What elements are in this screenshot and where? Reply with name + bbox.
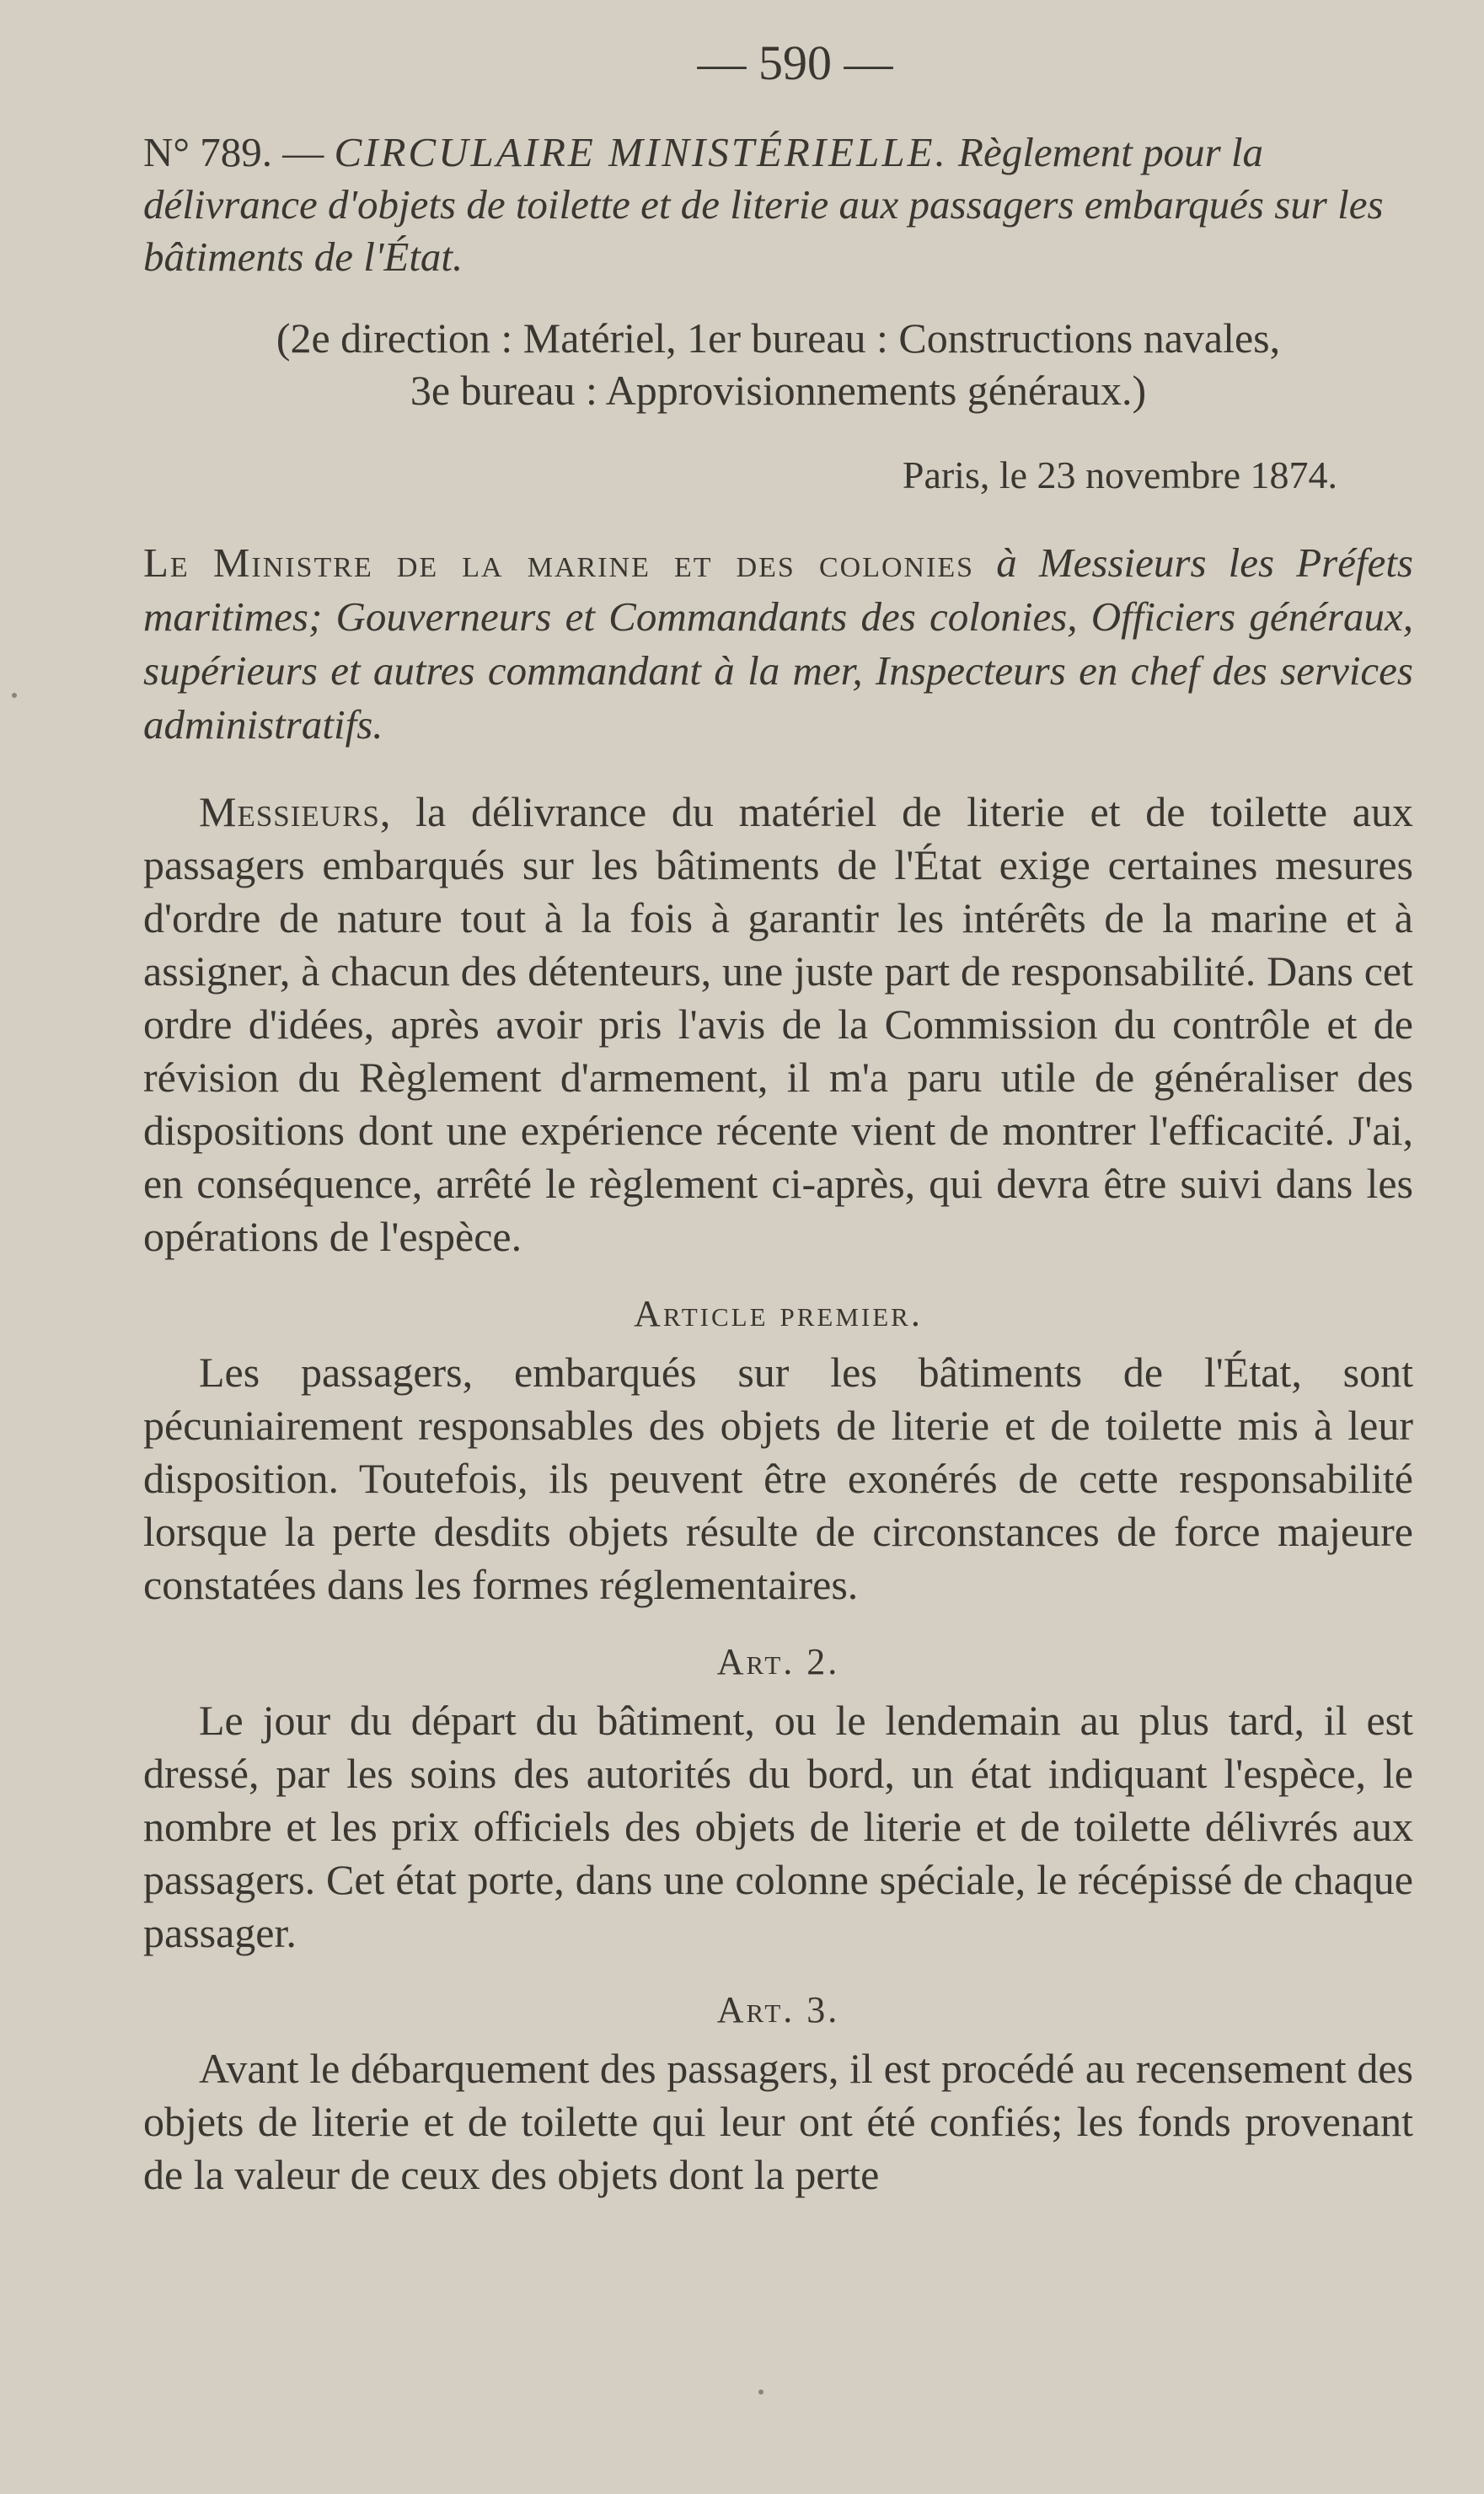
direction-note [143, 312, 1413, 416]
circular-number: N° 789. [143, 129, 272, 175]
page-number: — 590 — [697, 35, 893, 90]
circular-subject: Règlement pour la délivrance d'objets de toilette et de literie aux passagers embarqués sur les bâtiments de l'État. [143, 129, 1384, 280]
circular-title [143, 126, 1413, 283]
article-3 [143, 1985, 1413, 2202]
address-block [143, 536, 1413, 752]
direction-line-2: 3e bureau : Approvisionnements généraux.) [410, 367, 1147, 414]
article-heading: Article premier. [634, 1293, 923, 1334]
article-1 [143, 1289, 1413, 1612]
article-2 [143, 1637, 1413, 1960]
address-from: Le Ministre de la marine et des colonies [143, 539, 975, 586]
article-text: Les passagers, embarqués sur les bâtiments de l'État, sont pécuniairement responsables des objets de literie et de toilette mis à leur disposition. Toutefois, ils peuvent être exonérés de cette responsabilité lorsque la perte desdits objets résulte de circonstances de force majeure constatées dans les formes réglementaires. [143, 1349, 1413, 1608]
paper-speck [12, 693, 17, 698]
article-text: Avant le débarquement des passagers, il est procédé au recensement des objets de literie et de toilette qui leur ont été confiés; les fonds provenant de la valeur de ceux des objets dont la perte [143, 2045, 1413, 2198]
article-heading: Art. 2. [716, 1641, 840, 1682]
date-line: Paris, le 23 novembre 1874. [902, 453, 1337, 496]
title-dash: — [282, 129, 324, 175]
direction-line-1: (2e direction : Matériel, 1er bureau : Constructions navales, [276, 314, 1281, 362]
article-heading: Art. 3. [716, 1989, 840, 2030]
paper-speck [758, 2389, 763, 2395]
article-text: Le jour du départ du bâtiment, ou le lendemain au plus tard, il est dressé, par les soins des autorités du bord, un état indiquant l'espèce, le nombre et les prix officiels des objets de literie et de toilette délivrés aux passagers. Cet état porte, dans une colonne spéciale, le récépissé de chaque passager. [143, 1697, 1413, 1956]
address-to-prefix: à [996, 539, 1017, 586]
salutation: Messieurs [199, 788, 380, 835]
address-to: Messieurs les Préfets maritimes; Gouverneurs et Commandants des colonies, Officiers généraux, supérieurs et autres commandant à la mer, Inspecteurs en chef des services administratifs. [143, 539, 1414, 748]
intro-paragraph [143, 786, 1413, 1263]
intro-text: , la délivrance du matériel de literie et de toilette aux passagers embarqués sur les bâtiments de l'État exige certaines mesures d'ordre de nature tout à la fois à garantir les intérêts de la marine et à assigner, à chacun des détenteurs, une juste part de responsabilité. Dans cet ordre d'idées, après avoir pris l'avis de la Commission du contrôle et de révision du Règlement d'armement, il m'a paru utile de généraliser des dispositions dont une expérience récente vient de montrer l'efficacité. J'ai, en conséquence, arrêté le règlement ci-après, qui devra être suivi dans les opérations de l'espèce. [143, 788, 1413, 1260]
circular-type: CIRCULAIRE MINISTÉRIELLE. [334, 129, 948, 175]
